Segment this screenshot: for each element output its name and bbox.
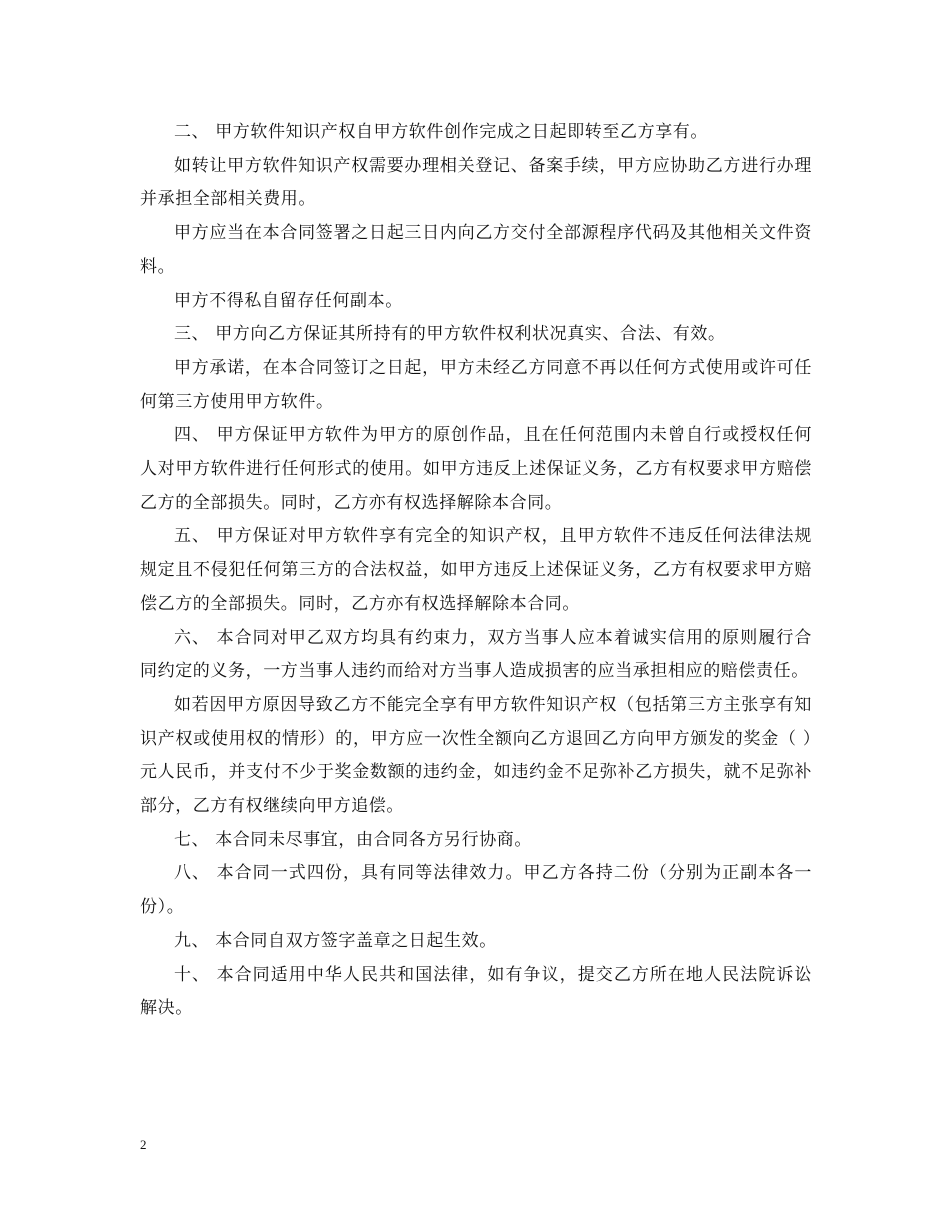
document-body: [140, 116, 812, 1026]
paragraph-compensation: 如若因甲方原因导致乙方不能完全享有甲方软件知识产权（包括第三方主张享有知识产权或使用权的情形）的，甲方应一次性全额向乙方退回乙方向甲方颁发的奖金（ ）元人民币，并支付不少于奖金数额的违约金，如违约金不足弥补乙方损失，就不足弥补部分，乙方有权继续向甲方追偿。: [140, 694, 812, 817]
paragraph-delivery: 甲方应当在本合同签署之日起三日内向乙方交付全部源程序代码及其他相关文件资料。: [140, 223, 812, 277]
paragraph-clause-4: 四、 甲方保证甲方软件为甲方的原创作品，且在任何范围内未曾自行或授权任何人对甲方软件进行任何形式的使用。如甲方违反上述保证义务，乙方有权要求甲方赔偿乙方的全部损失。同时，乙方亦有权选择解除本合同。: [140, 425, 812, 513]
paragraph-clause-5: 五、 甲方保证对甲方软件享有完全的知识产权，且甲方软件不违反任何法律法规规定且不侵犯任何第三方的合法权益，如甲方违反上述保证义务，乙方有权要求甲方赔偿乙方的全部损失。同时，乙方亦有权选择解除本合同。: [140, 526, 812, 614]
paragraph-clause-6: 六、 本合同对甲乙双方均具有约束力，双方当事人应本着诚实信用的原则履行合同约定的义务，一方当事人违约而给对方当事人造成损害的应当承担相应的赔偿责任。: [140, 627, 812, 682]
paragraph-clause-10: 十、 本合同适用中华人民共和国法律，如有争议，提交乙方所在地人民法院诉讼解决。: [140, 964, 812, 1019]
paragraph-clause-9: 九、 本合同自双方签字盖章之日起生效。: [174, 930, 497, 951]
paragraph-clause-8: 八、 本合同一式四份，具有同等法律效力。甲乙方各持二份（分别为正副本各一份）。: [140, 863, 812, 918]
paragraph-no-copies: 甲方不得私自留存任何副本。: [174, 290, 403, 311]
paragraph-registration: 如转让甲方软件知识产权需要办理相关登记、备案手续，甲方应协助乙方进行办理并承担全部相关费用。: [140, 155, 812, 210]
paragraph-commitment: 甲方承诺，在本合同签订之日起，甲方未经乙方同意不再以任何方式使用或许可任何第三方使用甲方软件。: [140, 357, 812, 412]
paragraph-clause-2: 二、 甲方软件知识产权自甲方软件创作完成之日起即转至乙方享有。: [174, 122, 709, 142]
page-number: 2: [140, 1137, 147, 1152]
paragraph-clause-3: 三、 甲方向乙方保证其所持有的甲方软件权利状况真实、合法、有效。: [174, 324, 726, 345]
paragraph-clause-7: 七、 本合同未尽事宜，由合同各方另行协商。: [174, 829, 533, 850]
